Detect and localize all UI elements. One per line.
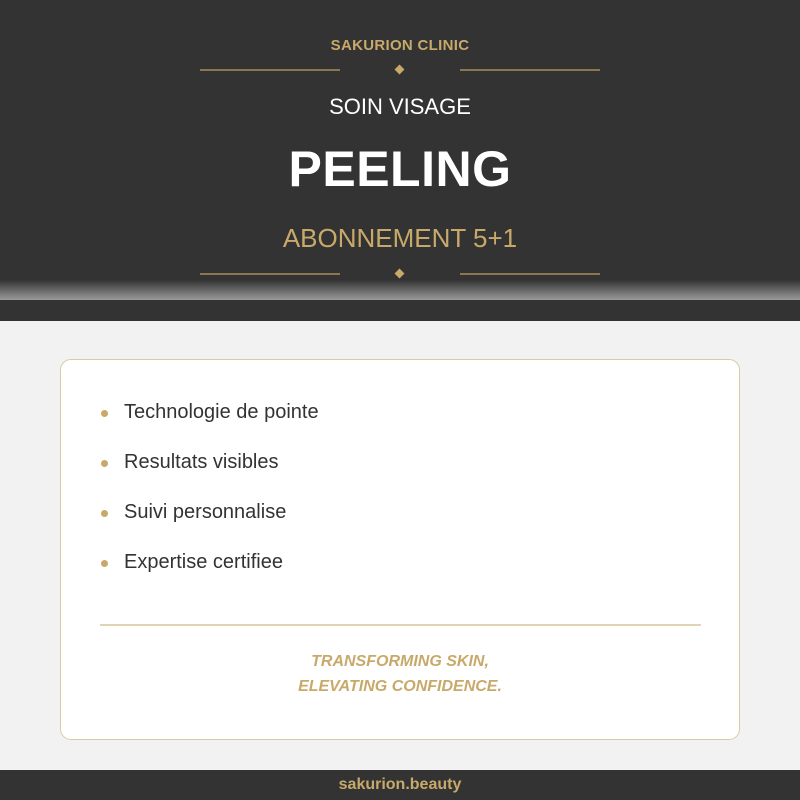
- brand-name: SAKURION CLINIC: [330, 37, 470, 54]
- header-banner: [0, 0, 800, 321]
- feature-label: Expertise certifiee: [124, 551, 283, 573]
- diamond-icon: [395, 65, 405, 75]
- features-card: [60, 359, 740, 740]
- bullet-dot-icon: [101, 510, 108, 517]
- tagline-line-1: TRANSFORMING SKIN,: [311, 653, 489, 670]
- feature-item: [61, 450, 739, 500]
- ornament-divider-bottom: [200, 269, 600, 279]
- treatment-title: PEELING: [288, 141, 512, 197]
- divider-line: [200, 273, 340, 275]
- ornament-divider-top: [200, 65, 600, 75]
- card-divider: [100, 624, 701, 626]
- footer-bar: [0, 770, 800, 800]
- feature-item: [61, 400, 739, 450]
- tagline: [61, 649, 739, 699]
- feature-label: Technologie de pointe: [124, 401, 319, 423]
- offer-label: ABONNEMENT 5+1: [282, 223, 518, 253]
- divider-line: [200, 69, 340, 71]
- bullet-dot-icon: [101, 410, 108, 417]
- diamond-icon: [395, 269, 405, 279]
- category-subtitle: SOIN VISAGE: [329, 94, 471, 119]
- divider-line: [460, 69, 600, 71]
- divider-line: [460, 273, 600, 275]
- bullet-dot-icon: [101, 460, 108, 467]
- feature-label: Suivi personnalise: [124, 501, 287, 523]
- website-link[interactable]: sakurion.beauty: [338, 776, 462, 793]
- features-list: [61, 400, 739, 600]
- tagline-line-2: ELEVATING CONFIDENCE.: [298, 678, 502, 695]
- feature-item: [61, 500, 739, 550]
- header-gradient-band: [0, 280, 800, 300]
- bullet-dot-icon: [101, 560, 108, 567]
- feature-label: Resultats visibles: [124, 451, 279, 473]
- feature-item: [61, 550, 739, 600]
